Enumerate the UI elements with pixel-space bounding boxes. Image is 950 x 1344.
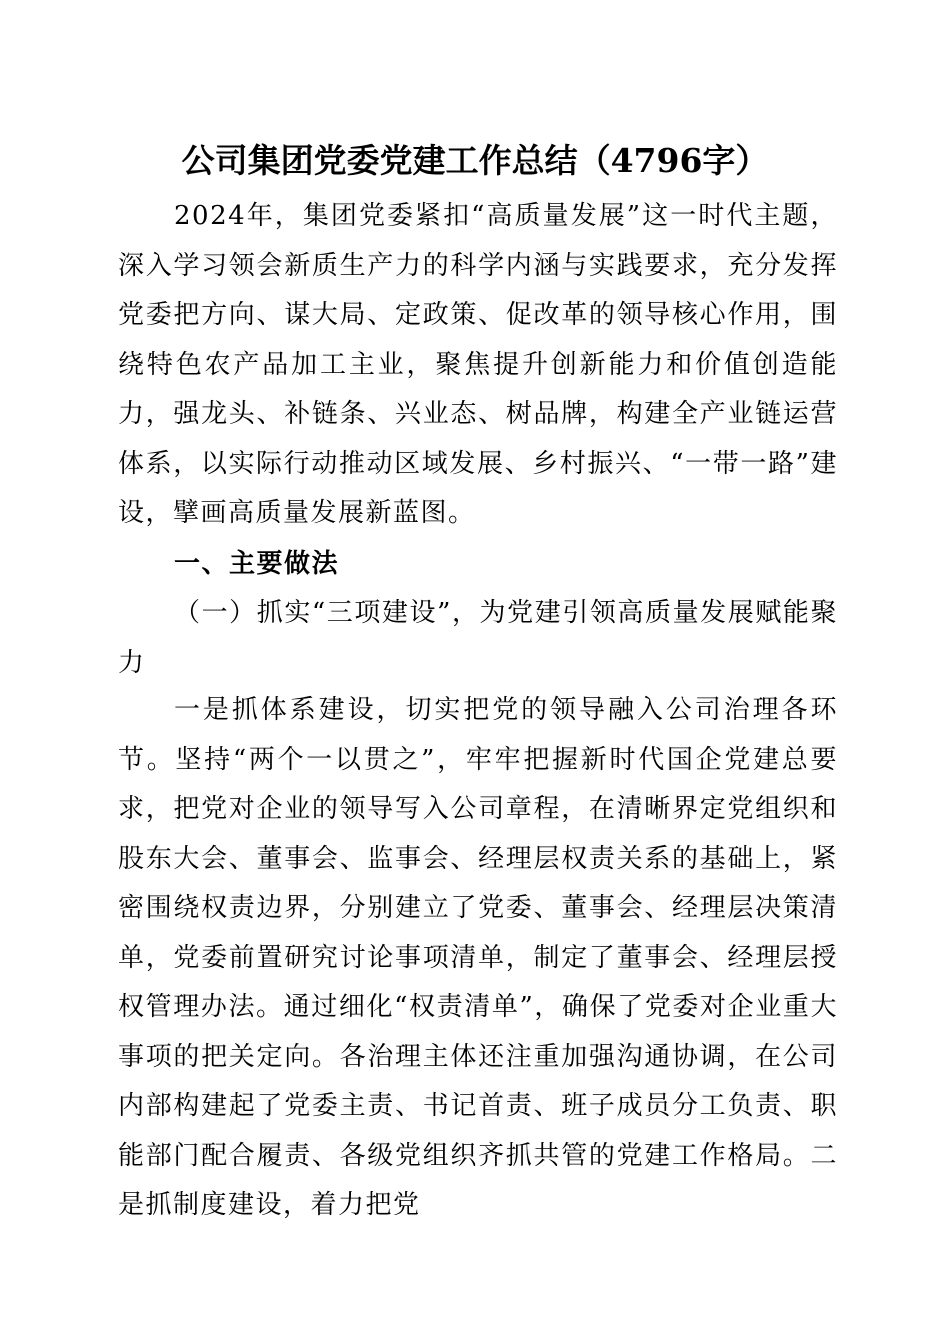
intro-paragraph: 2024年，集团党委紧扣“高质量发展”这一时代主题，深入学习领会新质生产力的科学内涵与实践要求，充分发挥党委把方向、谋大局、定政策、促改革的领导核心作用，围绕特色农产品加工主业，聚焦提升创新能力和价值创造能力，强龙头、补链条、兴业态、树品牌，构建全产业链运营体系，以实际行动推动区域发展、乡村振兴、“一带一路”建设，擘画高质量发展新蓝图。 — [118, 201, 838, 528]
body-paragraph: 一是抓体系建设，切实把党的领导融入公司治理各环节。坚持“两个一以贯之”，牢牢把握新时代国企党建总要求，把党对企业的领导写入公司章程，在清晰界定党组织和股东大会、董事会、监事会、经理层权责关系的基础上，紧密围绕权责边界，分别建立了党委、董事会、经理层决策清单，党委前置研究讨论事项清单，制定了董事会、经理层授权管理办法。通过细化“权责清单”，确保了党委对企业重大事项的把关定向。各治理主体还注重加强沟通协调，在公司内部构建起了党委主责、书记首责、班子成员分工负责、职能部门配合履责、各级党组织齐抓共管的党建工作格局。二是抓制度建设，着力把党 — [118, 695, 838, 1220]
document-title: 公司集团党委党建工作总结（4796字） — [181, 141, 769, 180]
subsection-heading: （一）抓实“三项建设”，为党建引领高质量发展赋能聚力 — [118, 598, 838, 678]
section-heading: 一、主要做法 — [174, 549, 340, 579]
